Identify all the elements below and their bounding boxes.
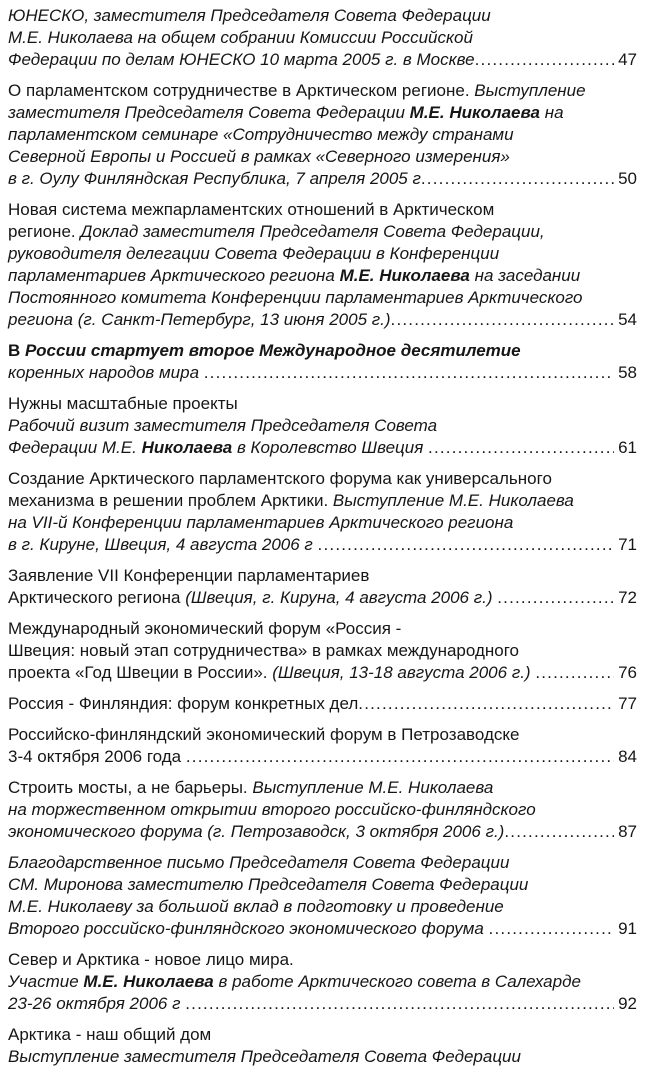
toc-line xyxy=(8,340,637,362)
toc-line xyxy=(8,1024,637,1046)
toc-text-segment: Постоянного комитета Конференции парламентариев Арктического xyxy=(8,288,583,307)
toc-text-segment: Арктического региона xyxy=(8,588,186,607)
toc-line xyxy=(8,309,637,331)
toc-line xyxy=(8,852,637,874)
toc-line xyxy=(8,565,637,587)
toc-text-segment: парламентариев Арктического региона xyxy=(8,266,340,285)
toc-text-segment: ЮНЕСКО, заместителя Председателя Совета Федерации xyxy=(8,6,491,25)
toc-text-segment: СМ. Миронова заместителю Председателя Совета Федерации xyxy=(8,875,529,894)
toc-entry xyxy=(8,724,637,768)
toc-text-segment: Новая система межпарламентских отношений в Арктическом xyxy=(8,200,495,219)
toc-text-segment: проекта «Год Швеции в России». xyxy=(8,663,273,682)
toc-list xyxy=(8,5,637,1068)
toc-text-segment: М.Е. Николаева xyxy=(409,103,540,122)
toc-entry xyxy=(8,80,637,190)
toc-line xyxy=(8,618,637,640)
page-number: 61 xyxy=(618,438,637,457)
toc-line xyxy=(8,993,637,1015)
dot-leader xyxy=(535,662,614,684)
toc-line xyxy=(8,896,637,918)
toc-entry xyxy=(8,340,637,384)
toc-entry xyxy=(8,1024,637,1068)
toc-line xyxy=(8,415,637,437)
toc-line xyxy=(8,199,637,221)
toc-text-segment: Международный экономический форум «Россия - xyxy=(8,619,402,638)
toc-text-segment: в работе Арктического совета в Салехарде xyxy=(213,972,581,991)
toc-line xyxy=(8,1046,637,1068)
toc-text-segment: на торжественном открытии второго российско-финляндского xyxy=(8,800,536,819)
toc-text-segment: Заявление VII Конференции парламентариев xyxy=(8,566,370,585)
toc-text-segment: 3-4 октября 2006 года xyxy=(8,747,186,766)
toc-text-segment: Выступление М.Е. Николаева xyxy=(252,778,494,797)
toc-text-segment: региона (г. Санкт-Петербург, 13 июня 2005 г.) xyxy=(8,310,391,329)
page-number: 71 xyxy=(618,535,637,554)
toc-line xyxy=(8,874,637,896)
toc-line xyxy=(8,80,637,102)
dot-leader xyxy=(204,362,614,384)
toc-entry xyxy=(8,618,637,684)
toc-line xyxy=(8,146,637,168)
page-number: 72 xyxy=(618,588,637,607)
toc-line xyxy=(8,5,637,27)
toc-text-segment: М.Е. Николаева xyxy=(83,972,214,991)
toc-text-segment: Благодарственное письмо Председателя Совета Федерации xyxy=(8,853,510,872)
page-number: 54 xyxy=(618,310,637,329)
dot-leader xyxy=(428,437,614,459)
page-number: 58 xyxy=(618,363,637,382)
toc-text-segment: на VII-й Конференции парламентариев Арктического региона xyxy=(8,513,514,532)
toc-entry xyxy=(8,693,637,715)
toc-line xyxy=(8,724,637,746)
toc-text-segment: экономического форума (г. Петрозаводск, 3 октября 2006 г.) xyxy=(8,822,505,841)
toc-line xyxy=(8,490,637,512)
toc-line xyxy=(8,49,637,71)
dot-leader xyxy=(391,309,615,331)
toc-entry xyxy=(8,5,637,71)
page-number: 50 xyxy=(618,169,637,188)
toc-text-segment: Участие xyxy=(8,972,84,991)
toc-line xyxy=(8,777,637,799)
toc-text-segment: Выступление заместителя Председателя Совета Федерации xyxy=(8,1047,521,1066)
dot-leader xyxy=(185,993,614,1015)
toc-line xyxy=(8,362,637,384)
toc-text-segment: Швеция: новый этап сотрудничества» в рамках международного xyxy=(8,641,519,660)
toc-text-segment: Федерации М.Е. xyxy=(8,438,142,457)
toc-line xyxy=(8,27,637,49)
toc-line xyxy=(8,662,637,684)
dot-leader xyxy=(475,49,614,71)
toc-text-segment: Север и Арктика - новое лицо мира. xyxy=(8,950,294,969)
toc-text-segment: (Швеция, г. Кируна, 4 августа 2006 г.) xyxy=(185,588,498,607)
toc-line xyxy=(8,587,637,609)
toc-line xyxy=(8,265,637,287)
dot-leader xyxy=(358,693,614,715)
toc-entry xyxy=(8,393,637,459)
toc-text-segment: Выступление xyxy=(474,81,586,100)
toc-text-segment: Нужны масштабные проекты xyxy=(8,394,238,413)
toc-text-segment: Арктика - наш общий дом xyxy=(8,1025,212,1044)
toc-text-segment: Федерации по делам ЮНЕСКО 10 марта 2005 г. в Москве xyxy=(8,50,475,69)
toc-entry xyxy=(8,468,637,556)
page-number: 76 xyxy=(618,663,637,682)
toc-line xyxy=(8,821,637,843)
toc-text-segment: М.Е. Николаева xyxy=(339,266,470,285)
toc-text-segment: Строить мосты, а не барьеры. xyxy=(8,778,253,797)
toc-line xyxy=(8,468,637,490)
page-number: 84 xyxy=(618,747,637,766)
toc-text-segment: на заседании xyxy=(469,266,581,285)
toc-line xyxy=(8,168,637,190)
toc-text-segment: России стартует второе Международное десятилетие xyxy=(25,341,521,360)
toc-text-segment: О парламентском сотрудничестве в Арктическом регионе. xyxy=(8,81,475,100)
toc-text-segment: в г. Оулу Финляндская Республика, 7 апреля 2005 г xyxy=(8,169,421,188)
toc-line xyxy=(8,124,637,146)
toc-line xyxy=(8,799,637,821)
dot-leader xyxy=(186,746,614,768)
toc-line xyxy=(8,512,637,534)
page-number: 92 xyxy=(618,994,637,1013)
toc-line xyxy=(8,102,637,124)
page-number: 47 xyxy=(618,50,637,69)
toc-text-segment: в Королевство Швеция xyxy=(232,438,429,457)
toc-entry xyxy=(8,199,637,331)
toc-text-segment: Николаева xyxy=(141,438,233,457)
page-number: 91 xyxy=(618,919,637,938)
toc-text-segment: регионе. xyxy=(8,222,81,241)
toc-text-segment: руководителя делегации Совета Федерации в Конференции xyxy=(8,244,500,263)
toc-text-segment: М.Е. Николаеву за большой вклад в подготовку и проведение xyxy=(8,897,504,916)
toc-text-segment: механизма в решении проблем Арктики. xyxy=(8,491,333,510)
toc-line xyxy=(8,746,637,768)
page-number: 87 xyxy=(618,822,637,841)
dot-leader xyxy=(497,587,614,609)
toc-line xyxy=(8,534,637,556)
toc-text-segment: коренных народов мира xyxy=(8,363,204,382)
page-number: 77 xyxy=(618,694,637,713)
toc-entry xyxy=(8,565,637,609)
toc-entry xyxy=(8,852,637,940)
toc-line xyxy=(8,393,637,415)
toc-text-segment: на xyxy=(540,103,564,122)
toc-text-segment: (Швеция, 13-18 августа 2006 г.) xyxy=(272,663,536,682)
dot-leader xyxy=(489,918,615,940)
dot-leader xyxy=(421,168,614,190)
toc-line xyxy=(8,437,637,459)
dot-leader xyxy=(504,821,614,843)
toc-line xyxy=(8,693,637,715)
toc-line xyxy=(8,221,637,243)
toc-text-segment: В xyxy=(8,341,25,360)
toc-line xyxy=(8,243,637,265)
toc-text-segment: парламентском семинаре «Сотрудничество между странами xyxy=(8,125,514,144)
toc-line xyxy=(8,918,637,940)
toc-line xyxy=(8,640,637,662)
toc-text-segment: Второго российско-финляндского экономического форума xyxy=(8,919,489,938)
dot-leader xyxy=(318,534,615,556)
toc-text-segment: Рабочий визит заместителя Председателя Совета xyxy=(8,416,438,435)
toc-text-segment: М.Е. Николаева на общем собрании Комиссии Российской xyxy=(8,28,473,47)
toc-entry xyxy=(8,777,637,843)
toc-entry xyxy=(8,949,637,1015)
toc-text-segment: Россия - Финляндия: форум конкретных дел xyxy=(8,694,359,713)
toc-line xyxy=(8,949,637,971)
toc-text-segment: Создание Арктического парламентского форума как универсального xyxy=(8,469,552,488)
toc-text-segment: заместителя Председателя Совета Федерации xyxy=(8,103,410,122)
toc-line xyxy=(8,971,637,993)
toc-text-segment: Северной Европы и Россией в рамках «Северного измерения» xyxy=(8,147,510,166)
toc-text-segment: Доклад заместителя Председателя Совета Федерации, xyxy=(80,222,545,241)
toc-text-segment: 23-26 октября 2006 г xyxy=(8,994,186,1013)
toc-text-segment: Российско-финляндский экономический форум в Петрозаводске xyxy=(8,725,520,744)
toc-text-segment: в г. Кируне, Швеция, 4 августа 2006 г xyxy=(8,535,318,554)
toc-text-segment: Выступление М.Е. Николаева xyxy=(332,491,574,510)
toc-line xyxy=(8,287,637,309)
